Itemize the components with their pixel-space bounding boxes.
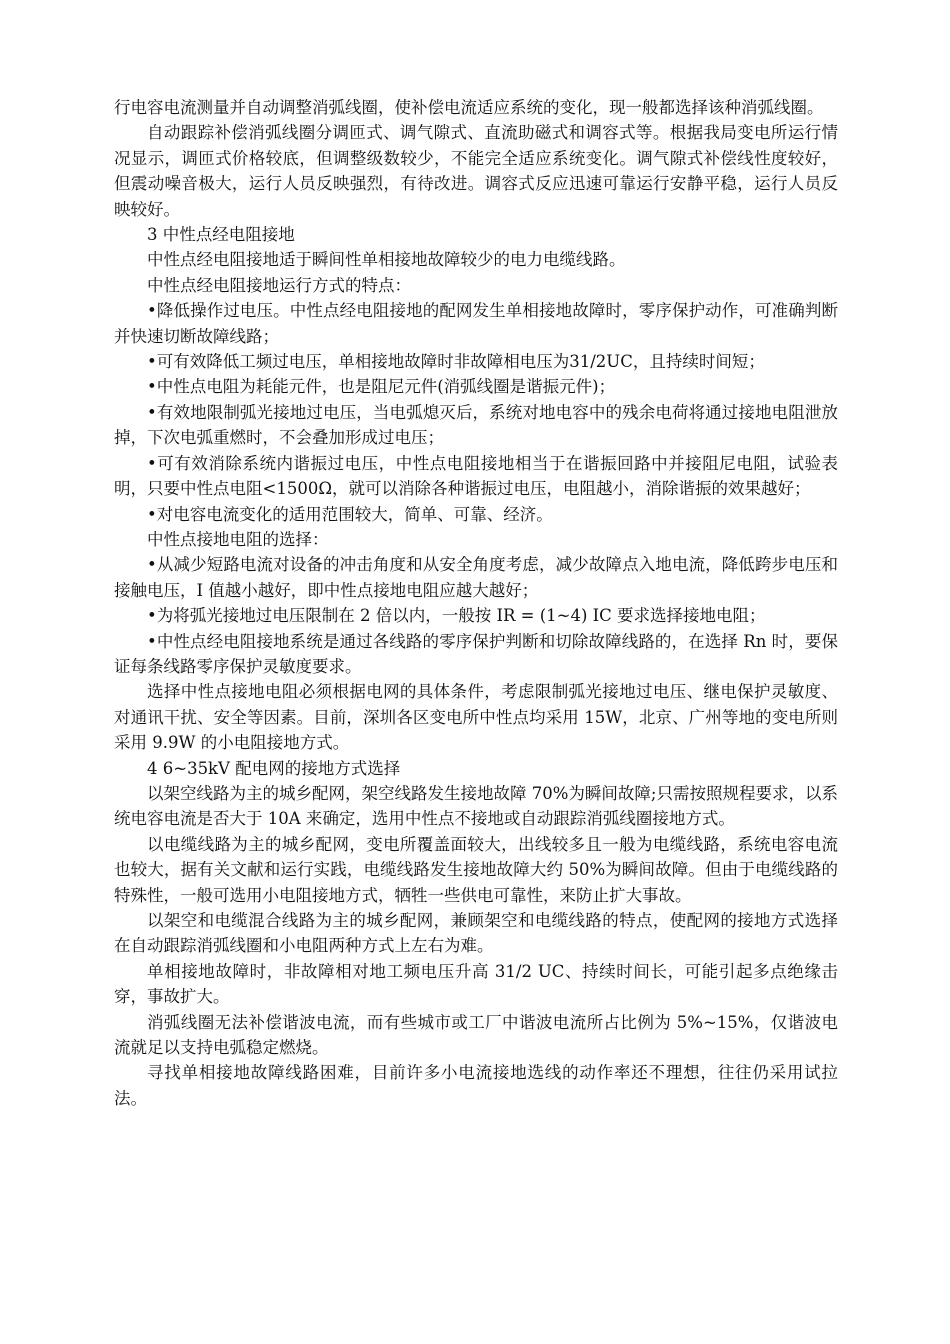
bullet-item: •中性点电阻为耗能元件，也是阻尼元件(消弧线圈是谐振元件)； (147, 377, 616, 397)
section-heading-4: 4 6~35kV 配电网的接地方式选择 (147, 758, 401, 778)
bullet-item: •有效地限制弧光接地过电压，当电弧熄灭后，系统对地电容中的残余电荷将通过接地电阻泄放掉，下次电弧重燃时，不会叠加形成过电压； (114, 402, 838, 448)
paragraph-auto-tracking-types: 自动跟踪补偿消弧线圈分调匝式、调气隙式、直流助磁式和调容式等。根据我局变电所运行情况显示，调匝式价格较底，但调整级数较少，不能完全适应系统变化。调气隙式补偿线性度较好，但震动噪音极大，运行人员反映强烈，有待改进。调容式反应迅速可靠运行安静平稳，运行人员反映较好。 (114, 123, 838, 219)
paragraph: 以架空和电缆混合线路为主的城乡配网，兼顾架空和电缆线路的特点，使配网的接地方式选择在自动跟踪消弧线圈和小电阻两种方式上左右为难。 (114, 911, 838, 956)
paragraph: 选择中性点接地电阻必须根据电网的具体条件，考虑限制弧光接地过电压、继电保护灵敏度、对通讯干扰、安全等因素。目前，深圳各区变电所中性点均采用 15W，北京、广州等地的变电所则采用 9.9W 的小电阻接地方式。 (114, 682, 838, 753)
paragraph-continuation: 行电容电流测量并自动调整消弧线圈，使补偿电流适应系统的变化，现一般都选择该种消弧线圈。 (114, 98, 824, 117)
paragraph: 中性点经电阻接地适于瞬间性单相接地故障较少的电力电缆线路。 (147, 250, 626, 270)
paragraph: 寻找单相接地故障线路困难，目前许多小电流接地选线的动作率还不理想，往往仍采用试拉法。 (114, 1063, 838, 1108)
paragraph: 中性点经电阻接地运行方式的特点： (147, 275, 411, 295)
document-page (114, 95, 838, 1111)
paragraph: 以电缆线路为主的城乡配网，变电所覆盖面较大，出线较多且一般为电缆线路，系统电容电流也较大，据有关文献和运行实践，电缆线路发生接地故障大约 50%为瞬间故障。但由于电缆线路的特殊性，一般可选用小电阻接地方式，牺牲一些供电可靠性，来防止扩大事故。 (114, 834, 838, 905)
bullet-item: •可有效消除系统内谐振过电压，中性点电阻接地相当于在谐振回路中并接阻尼电阻，试验表明，只要中性点电阻<1500Ω，就可以消除各种谐振过电压，电阻越小，消除谐振的效果越好； (114, 453, 838, 499)
bullet-item: •可有效降低工频过电压，单相接地故障时非故障相电压为31/2UC，且持续时间短； (147, 352, 765, 372)
paragraph: 中性点接地电阻的选择： (147, 529, 329, 549)
paragraph: 消弧线圈无法补偿谐波电流，而有些城市或工厂中谐波电流所占比例为 5%~15%，仅谐波电流就足以支持电弧稳定燃烧。 (114, 1012, 838, 1058)
paragraph: 以架空线路为主的城乡配网，架空线路发生接地故障 70%为瞬间故障;只需按照规程要求，以系统电容电流是否大于 10A 来确定，选用中性点不接地或自动跟踪消弧线圈接地方式。 (114, 783, 838, 829)
bullet-item: •降低操作过电压。中性点经电阻接地的配网发生单相接地故障时，零序保护动作，可准确判断并快速切断故障线路； (114, 301, 838, 346)
bullet-item: •为将弧光接地过电压限制在 2 倍以内，一般按 IR = (1~4) IC 要求选择接地电阻； (147, 606, 766, 626)
bullet-item: •中性点经电阻接地系统是通过各线路的零序保护判断和切除故障线路的，在选择 Rn 时，要保证每条线路零序保护灵敏度要求。 (114, 631, 838, 676)
bullet-item: •对电容电流变化的适用范围较大，简单、可靠、经济。 (147, 504, 553, 524)
bullet-item: •从减少短路电流对设备的冲击角度和从安全角度考虑，减少故障点入地电流，降低跨步电压和接触电压，I 值越小越好，即中性点接地电阻应越大越好； (114, 555, 838, 600)
paragraph: 单相接地故障时，非故障相对地工频电压升高 31/2 UC、持续时间长，可能引起多点绝缘击穿，事故扩大。 (114, 961, 838, 1007)
section-heading-3: 3 中性点经电阻接地 (147, 225, 295, 245)
